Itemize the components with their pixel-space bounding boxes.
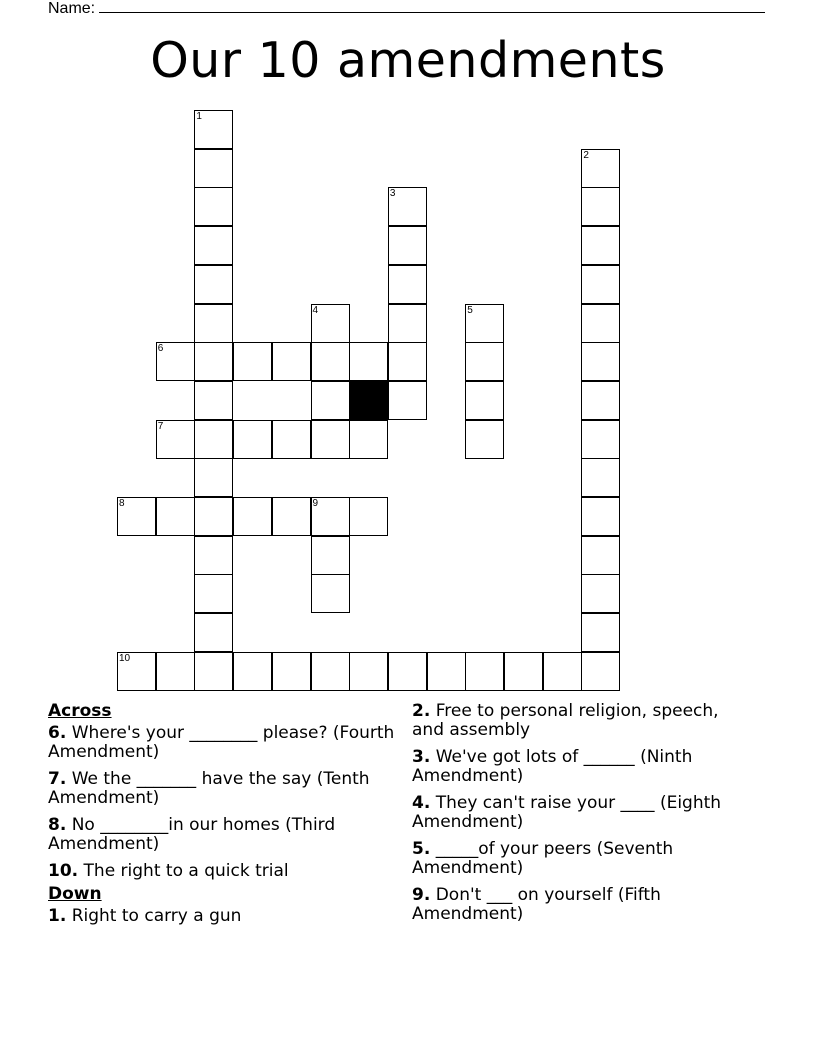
clues-left-column [48, 702, 398, 934]
crossword-cell[interactable] [388, 226, 427, 265]
clue-number: 2 [583, 149, 589, 161]
crossword-cell[interactable] [581, 458, 620, 497]
crossword-cell[interactable] [156, 420, 195, 459]
crossword-cell[interactable] [465, 652, 504, 691]
crossword-cell[interactable] [349, 420, 388, 459]
crossword-cell[interactable] [388, 187, 427, 226]
crossword-cell[interactable] [388, 342, 427, 381]
clue-number: 4 [312, 304, 319, 316]
crossword-cell[interactable] [194, 304, 233, 343]
crossword-cell[interactable] [581, 381, 620, 420]
crossword-cell[interactable] [272, 420, 311, 459]
crossword-cell[interactable] [427, 652, 466, 691]
crossword-cell[interactable] [349, 497, 388, 536]
crossword-cell[interactable] [156, 342, 195, 381]
crossword-cell[interactable] [194, 420, 233, 459]
clue-down-9: 9. Don't ___ on yourself (Fifth Amendment) [412, 885, 661, 924]
clue-across-7: 7. We the _______ have the say (Tenth Amendment) [48, 769, 370, 808]
crossword-cell[interactable] [581, 536, 620, 575]
crossword-cell[interactable] [272, 652, 311, 691]
crossword-cell[interactable] [272, 342, 311, 381]
crossword-cell[interactable] [543, 652, 582, 691]
crossword-cell[interactable] [117, 652, 156, 691]
clue-across-8: 8. No ________in our homes (Third Amendment) [48, 815, 336, 854]
crossword-cell[interactable] [504, 652, 543, 691]
crossword-cell[interactable] [388, 304, 427, 343]
clue-down-4: 4. They can't raise your ____ (Eighth Amendment) [412, 793, 722, 832]
clue-across-10: 10. The right to a quick trial [48, 861, 289, 881]
crossword-cell[interactable] [465, 381, 504, 420]
crossword-cell[interactable] [194, 342, 233, 381]
page-title: Our 10 amendments [150, 32, 666, 89]
crossword-cell[interactable] [117, 497, 156, 536]
crossword-cell[interactable] [194, 458, 233, 497]
crossword-cell[interactable] [581, 342, 620, 381]
crossword-cell[interactable] [581, 497, 620, 536]
clue-number: 6 [157, 343, 164, 355]
crossword-cell[interactable] [581, 652, 620, 691]
crossword-cell[interactable] [581, 265, 620, 304]
blocked-cell [349, 381, 388, 420]
clue-down-1: 1. Right to carry a gun [48, 906, 242, 926]
crossword-cell[interactable] [581, 187, 620, 226]
clue-number: 7 [157, 420, 164, 432]
clue-number: 9 [312, 498, 319, 509]
across-heading: Across [48, 701, 112, 721]
crossword-cell[interactable] [194, 536, 233, 575]
clue-number: 8 [119, 498, 125, 509]
crossword-cell[interactable] [194, 187, 233, 226]
clue-down-2: 2. Free to personal religion, speech, and assembly [412, 701, 719, 740]
clues-right-column [412, 702, 732, 932]
crossword-cell[interactable] [465, 420, 504, 459]
crossword-cell[interactable] [581, 574, 620, 613]
crossword-cell[interactable] [233, 497, 272, 536]
crossword-cell[interactable] [194, 265, 233, 304]
crossword-cell[interactable] [233, 342, 272, 381]
crossword-cell[interactable] [581, 149, 620, 188]
crossword-cell[interactable] [156, 652, 195, 691]
clue-down-5: 5. _____of your peers (Seventh Amendment) [412, 839, 674, 878]
crossword-cell[interactable] [272, 497, 311, 536]
crossword-cell[interactable] [311, 574, 350, 613]
crossword-cell[interactable] [388, 652, 427, 691]
clue-number: 1 [196, 111, 202, 122]
clue-number: 3 [389, 188, 396, 200]
crossword-cell[interactable] [311, 497, 350, 536]
crossword-cell[interactable] [194, 574, 233, 613]
crossword-cell[interactable] [581, 613, 620, 652]
crossword-cell[interactable] [194, 226, 233, 265]
clue-number: 5 [467, 304, 473, 316]
crossword-cell[interactable] [311, 536, 350, 575]
crossword-cell[interactable] [581, 304, 620, 343]
crossword-cell[interactable] [156, 497, 195, 536]
crossword-cell[interactable] [465, 304, 504, 343]
crossword-cell[interactable] [349, 342, 388, 381]
crossword-cell[interactable] [233, 420, 272, 459]
crossword-cell[interactable] [194, 613, 233, 652]
crossword-cell[interactable] [194, 497, 233, 536]
name-label: Name: [48, 0, 96, 17]
crossword-cell[interactable] [194, 149, 233, 188]
crossword-cell[interactable] [311, 652, 350, 691]
crossword-cell[interactable] [311, 381, 350, 420]
down-heading: Down [48, 884, 102, 904]
clue-down-3: 3. We've got lots of ______ (Ninth Amendment) [412, 747, 693, 786]
crossword-cell[interactable] [581, 226, 620, 265]
crossword-cell[interactable] [194, 381, 233, 420]
crossword-cell[interactable] [465, 342, 504, 381]
crossword-cell[interactable] [349, 652, 388, 691]
crossword-cell[interactable] [311, 420, 350, 459]
crossword-cell[interactable] [388, 381, 427, 420]
crossword-cell[interactable] [581, 420, 620, 459]
crossword-cell[interactable] [194, 110, 233, 149]
crossword-cell[interactable] [311, 304, 350, 343]
clue-across-6: 6. Where's your ________ please? (Fourth Amendment) [48, 723, 395, 762]
crossword-cell[interactable] [233, 652, 272, 691]
crossword-cell[interactable] [388, 265, 427, 304]
crossword-cell[interactable] [194, 652, 233, 691]
clue-number: 10 [119, 652, 131, 664]
crossword-cell[interactable] [311, 342, 350, 381]
